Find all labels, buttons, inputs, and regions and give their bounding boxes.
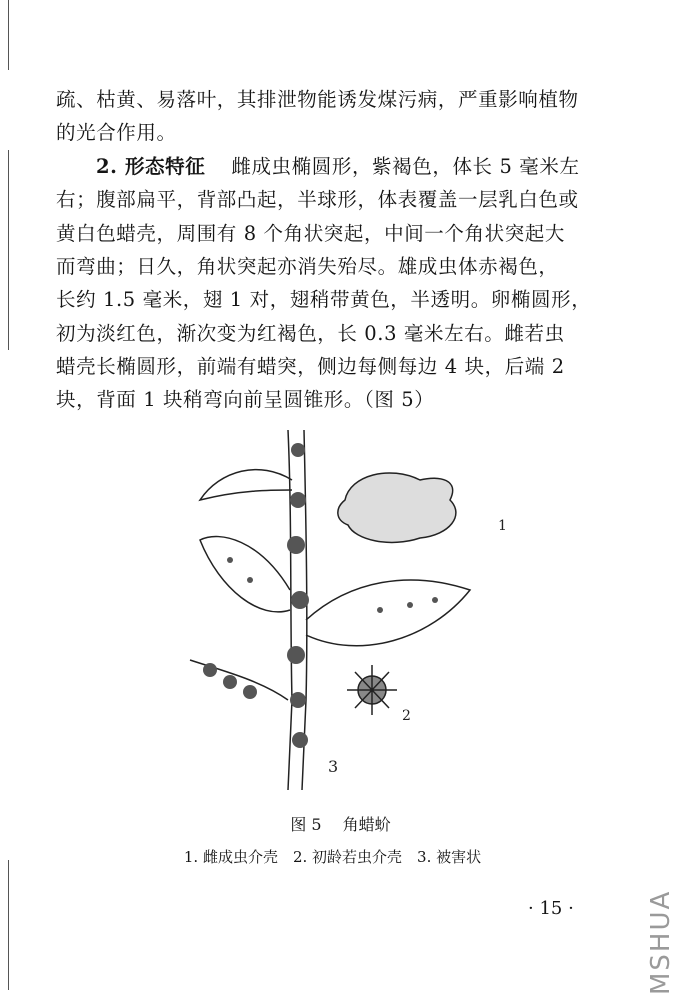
figure-title: 图 5 角蜡蚧: [290, 815, 391, 834]
body-line: 块，背面 1 块稍弯向前呈圆锥形。（图 5）: [56, 388, 435, 411]
figure-legend: 1. 雌成虫介壳 2. 初龄若虫介壳 3. 被害状: [183, 848, 482, 866]
section-line: [56, 155, 606, 179]
nymph-scale-shell: [347, 665, 397, 715]
page-edge: [8, 860, 9, 990]
page-edge: [8, 0, 9, 70]
page-edge: [8, 150, 9, 350]
body-line: 的光合作用。: [56, 121, 177, 144]
figure-label-1: 1: [498, 518, 507, 534]
female-scale-shell: [338, 473, 456, 542]
body-line: 黄白色蜡壳，周围有 8 个角状突起，中间一个角状突起大: [56, 222, 566, 245]
section-first-line: 雌成虫椭圆形，紫褐色，体长 5 毫米左: [231, 155, 580, 178]
page-number: · 15 ·: [528, 898, 574, 919]
body-line: 初为淡红色，渐次变为红褐色，长 0.3 毫米左右。雌若虫: [56, 322, 565, 345]
watermark: MSHUA: [646, 889, 676, 995]
figure-label-2: 2: [402, 708, 411, 724]
section-heading: 2. 形态特征: [96, 155, 206, 178]
scale-insect-illustration: [180, 420, 580, 800]
figure-label-3: 3: [328, 757, 339, 776]
body-line: 蜡壳长椭圆形，前端有蜡突，侧边每侧每边 4 块，后端 2: [56, 355, 565, 378]
body-line: 右；腹部扁平，背部凸起，半球形，体表覆盖一层乳白色或: [56, 188, 579, 211]
body-line: 而弯曲；日久，角状突起亦消失殆尽。雄成虫体赤褐色，: [56, 255, 559, 278]
body-line: 长约 1.5 毫米，翅 1 对，翅稍带黄色，半透明。卵椭圆形，: [56, 288, 592, 311]
body-line: 疏、枯黄、易落叶，其排泄物能诱发煤污病，严重影响植物: [56, 88, 579, 111]
